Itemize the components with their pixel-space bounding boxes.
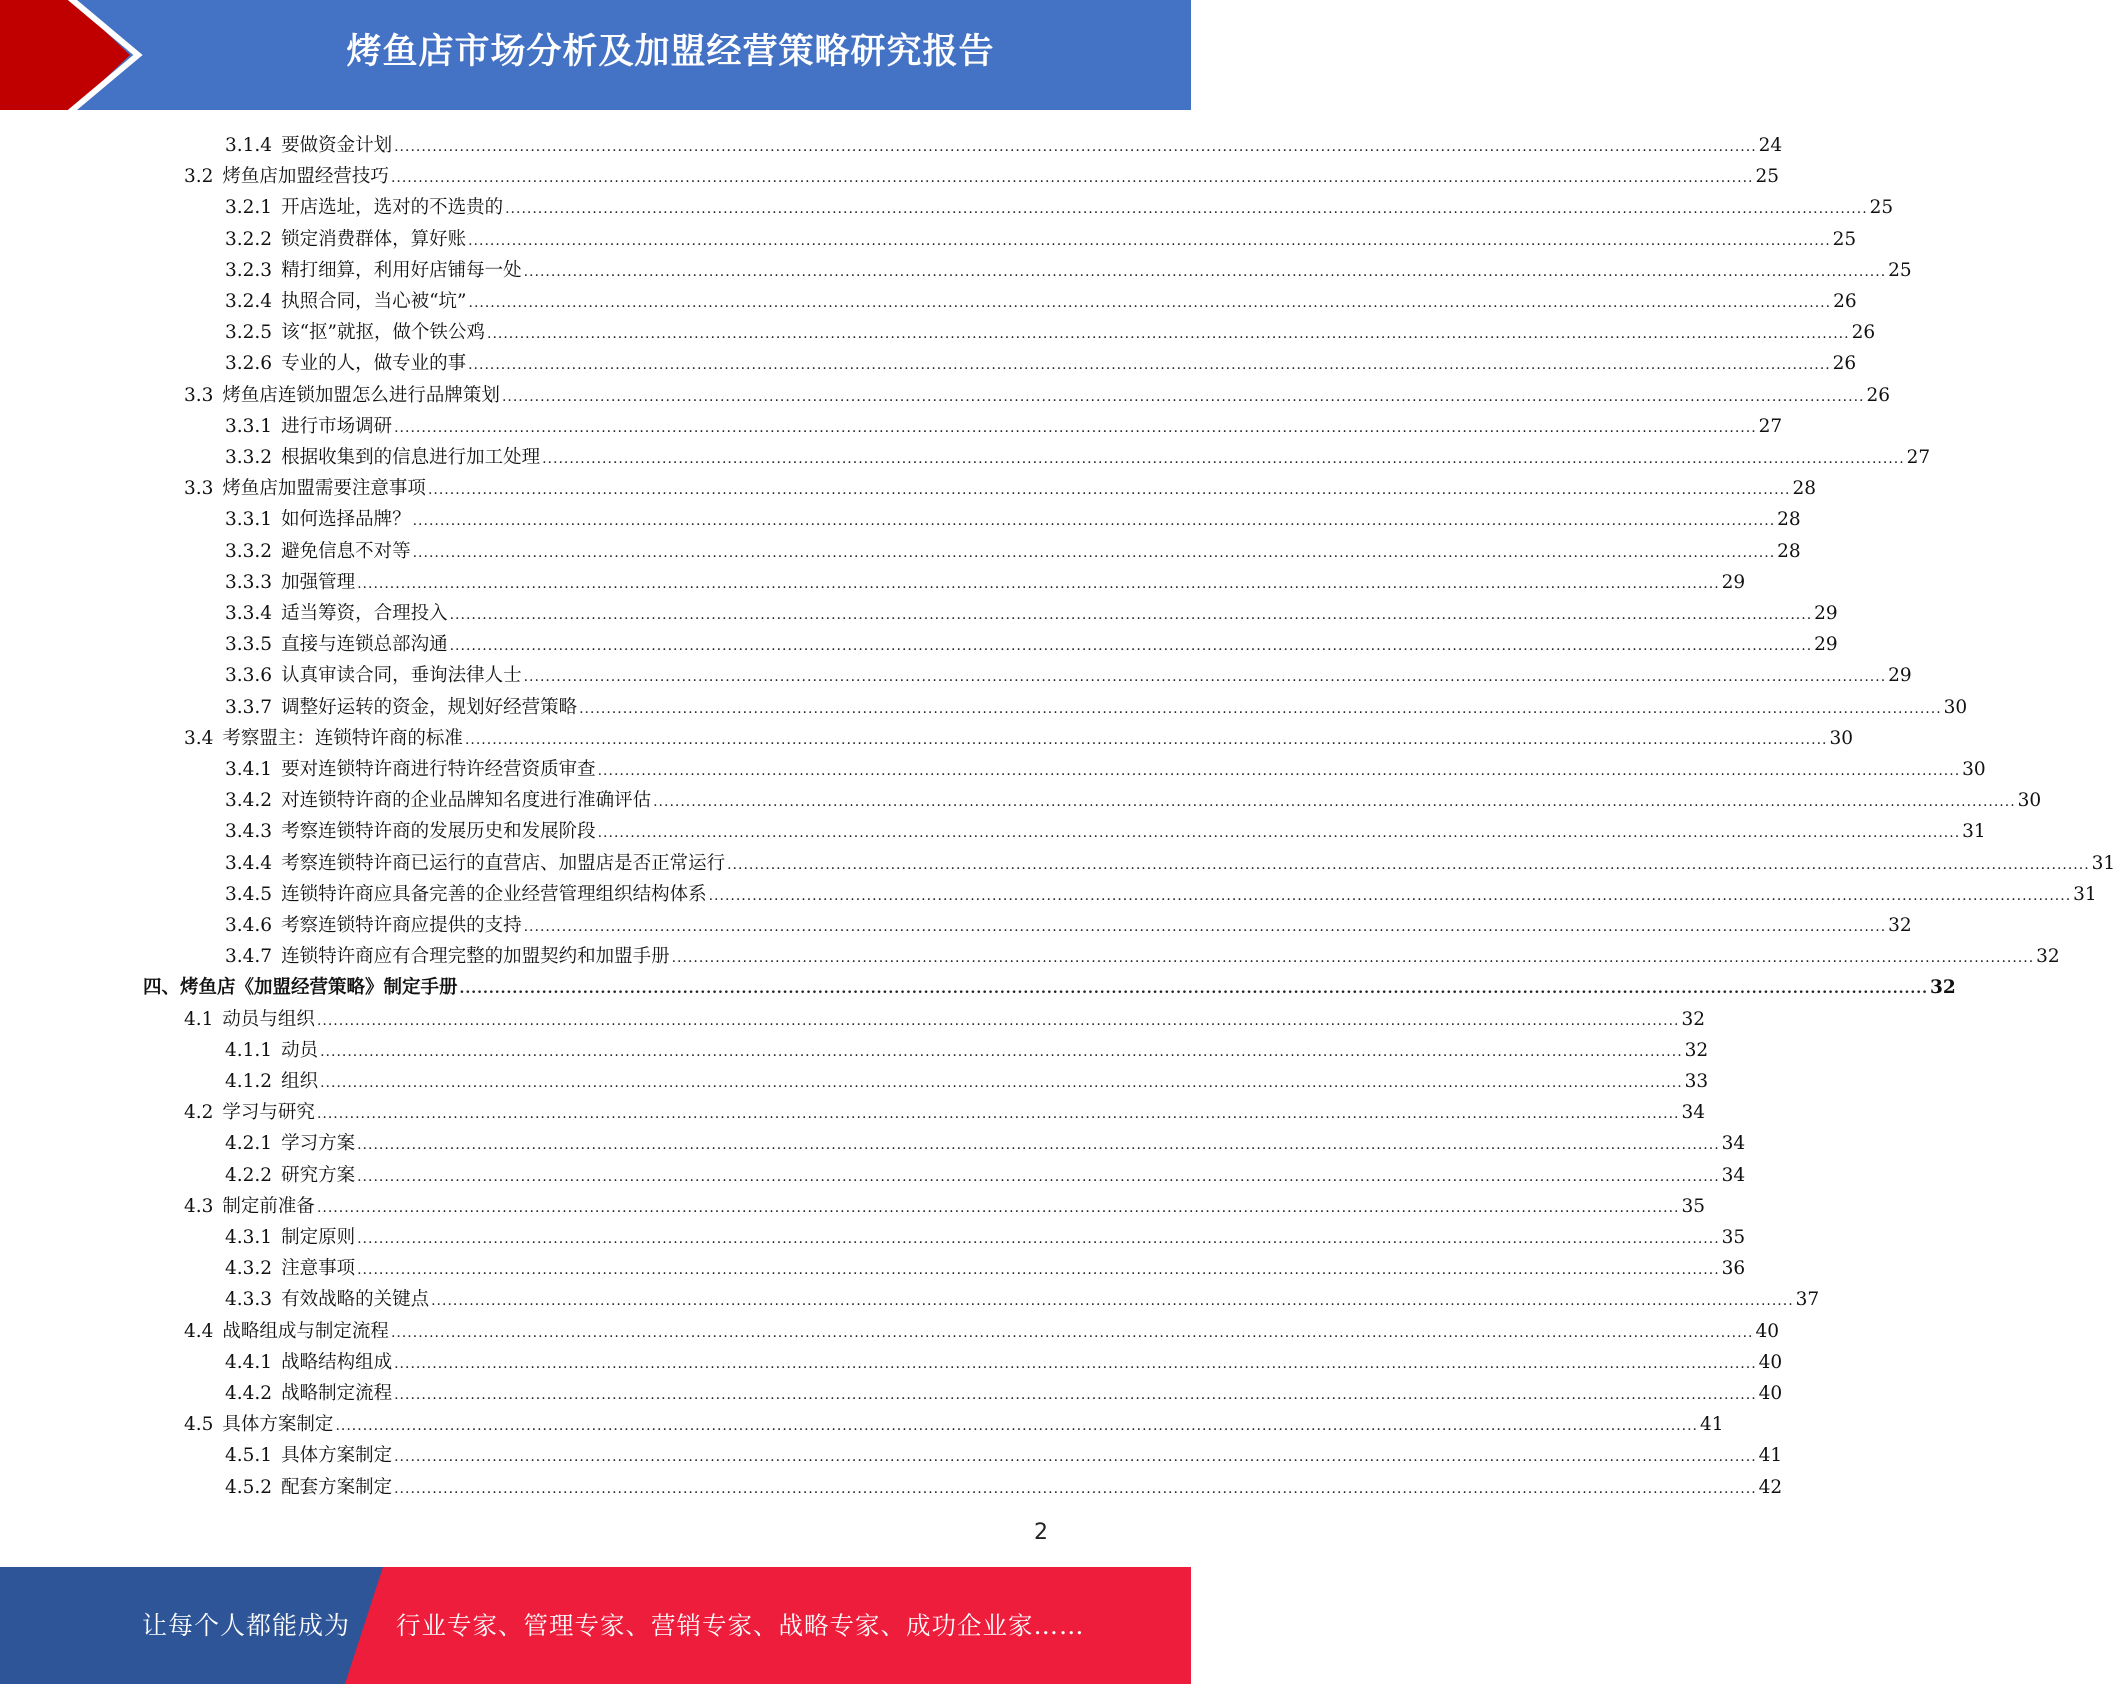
toc-entry-number: 4.3.1 xyxy=(225,1227,273,1248)
toc-entry-page: 27 xyxy=(1906,447,1931,468)
toc-dot-leader: .......................................................................................................................................................................................................................................................... xyxy=(357,1231,1720,1247)
toc-entry-page: 41 xyxy=(1758,1445,1783,1467)
toc-dot-leader: .......................................................................................................................................................................................................................................................... xyxy=(357,1137,1720,1154)
toc-entry-number: 3.4.6 xyxy=(225,915,273,936)
toc-entry-title: 连锁特许商应具备完善的企业经营管理组织结构体系 xyxy=(281,883,707,905)
toc-dot-leader: .......................................................................................................................................................................................................................................................... xyxy=(579,700,1942,717)
toc-entry-title: 四、烤鱼店《加盟经营策略》制定手册 xyxy=(143,977,458,999)
toc-entry[interactable] xyxy=(225,689,1968,720)
toc-entry-title: 考察连锁特许商应提供的支持 xyxy=(281,915,522,936)
toc-entry-page: 30 xyxy=(1962,759,1986,780)
toc-entry[interactable] xyxy=(143,969,1956,1000)
toc-entry[interactable] xyxy=(184,1406,1724,1437)
toc-dot-leader: .......................................................................................................................................................................................................................................................... xyxy=(523,669,1887,686)
toc-entry-page: 28 xyxy=(1792,478,1817,500)
toc-dot-leader: .......................................................................................................................................................................................................................................................... xyxy=(357,1262,1720,1279)
toc-entry-page: 32 xyxy=(2036,946,2060,968)
toc-dot-leader: .......................................................................................................................................................................................................................................................... xyxy=(357,1168,1720,1185)
toc-entry-title: 考察盟主：连锁特许商的标准 xyxy=(222,727,463,749)
toc-entry-page: 29 xyxy=(1814,634,1838,656)
toc-dot-leader: .......................................................................................................................................................................................................................................................... xyxy=(505,201,1868,218)
toc-entry-page: 29 xyxy=(1814,603,1838,624)
toc-entry-number: 3.2.4 xyxy=(225,291,273,312)
toc-entry-title: 战略组成与制定流程 xyxy=(222,1320,389,1342)
toc-dot-leader: .......................................................................................................................................................................................................................................................... xyxy=(653,794,2016,811)
toc-dot-leader: .......................................................................................................................................................................................................................................................... xyxy=(427,482,1791,499)
toc-entry[interactable] xyxy=(225,907,1912,938)
toc-dot-leader: .......................................................................................................................................................................................................................................................... xyxy=(394,1355,1757,1372)
toc-entry-page: 30 xyxy=(1943,696,1968,718)
toc-entry-page: 26 xyxy=(1832,353,1857,375)
toc-entry-page: 30 xyxy=(2017,790,2042,812)
toc-entry-number: 3.2.6 xyxy=(225,353,273,375)
toc-entry-page: 33 xyxy=(1684,1071,1709,1092)
toc-entry-title: 执照合同，当心被“坑” xyxy=(281,291,467,312)
toc-entry-number: 3.4.1 xyxy=(225,759,273,780)
toc-entry-title: 组织 xyxy=(281,1071,319,1092)
toc-dot-leader: .......................................................................................................................................................................................................................................................... xyxy=(394,419,1757,436)
toc-entry-page: 34 xyxy=(1681,1102,1706,1124)
toc-entry-title: 精打细算，利用好店铺每一处 xyxy=(281,259,522,281)
toc-entry-page: 32 xyxy=(1684,1039,1709,1061)
toc-dot-leader: .......................................................................................................................................................................................................................................................... xyxy=(357,575,1720,592)
toc-entry[interactable] xyxy=(225,657,1912,688)
toc-entry-page: 25 xyxy=(1869,197,1894,219)
toc-entry[interactable] xyxy=(184,1001,1706,1032)
toc-entry[interactable] xyxy=(225,189,1894,220)
toc-dot-leader: .......................................................................................................................................................................................................................................................... xyxy=(671,950,2035,967)
toc-entry-page: 27 xyxy=(1758,415,1783,437)
toc-entry-number: 3.4.7 xyxy=(225,946,273,968)
toc-entry-title: 专业的人，做专业的事 xyxy=(281,353,467,375)
toc-entry-title: 制定原则 xyxy=(281,1227,356,1248)
toc-entry-title: 如何选择品牌？ xyxy=(281,509,411,531)
document-title: 烤鱼店市场分析及加盟经营策略研究报告 xyxy=(346,32,995,72)
toc-dot-leader: .......................................................................................................................................................................................................................................................... xyxy=(449,607,1813,623)
toc-dot-leader: .......................................................................................................................................................................................................................................................... xyxy=(390,1324,1754,1341)
toc-entry-number: 3.2.5 xyxy=(225,322,273,344)
toc-entry[interactable] xyxy=(225,1375,1783,1406)
toc-entry[interactable] xyxy=(225,1157,1746,1188)
toc-dot-leader: .......................................................................................................................................................................................................................................................... xyxy=(390,170,1754,187)
toc-entry-number: 3.4.5 xyxy=(225,883,273,905)
toc-entry[interactable] xyxy=(225,501,1801,532)
toc-entry[interactable] xyxy=(225,751,1986,782)
toc-entry[interactable] xyxy=(184,720,1854,751)
toc-entry-number: 3.4.4 xyxy=(225,852,273,874)
toc-entry-title: 开店选址，选对的不选贵的 xyxy=(281,197,504,219)
toc-dot-leader: .......................................................................................................................................................................................................................................................... xyxy=(412,544,1776,561)
page-number: 2 xyxy=(1034,1520,1048,1545)
toc-entry-number: 3.3.2 xyxy=(225,447,273,468)
toc-entry-number: 4.2 xyxy=(184,1102,214,1124)
toc-entry-page: 40 xyxy=(1755,1320,1780,1342)
toc-dot-leader: .......................................................................................................................................................................................................................................................... xyxy=(449,638,1813,655)
toc-entry-number: 3.3.3 xyxy=(225,571,273,593)
toc-entry-page: 29 xyxy=(1721,571,1746,593)
toc-entry-title: 学习方案 xyxy=(281,1133,356,1155)
toc-dot-leader: .......................................................................................................................................................................................................................................................... xyxy=(727,856,2090,873)
toc-entry[interactable] xyxy=(225,626,1838,657)
toc-entry-page: 41 xyxy=(1700,1414,1724,1436)
toc-dot-leader: .......................................................................................................................................................................................................................................................... xyxy=(431,1293,1794,1310)
toc-entry-number: 4.1.1 xyxy=(225,1039,273,1061)
toc-entry-page: 28 xyxy=(1777,509,1801,531)
toc-entry-title: 要做资金计划 xyxy=(281,135,393,156)
toc-dot-leader: .......................................................................................................................................................................................................................................................... xyxy=(320,1075,1683,1091)
toc-entry-title: 有效战略的关键点 xyxy=(281,1289,430,1311)
toc-entry-page: 34 xyxy=(1721,1133,1746,1155)
toc-dot-leader: .......................................................................................................................................................................................................................................................... xyxy=(320,1043,1683,1060)
toc-entry-page: 36 xyxy=(1721,1258,1746,1280)
toc-entry[interactable] xyxy=(184,158,1780,189)
toc-entry-title: 连锁特许商应有合理完整的加盟契约和加盟手册 xyxy=(281,946,670,968)
toc-entry-number: 4.4.2 xyxy=(225,1383,273,1404)
toc-entry-page: 40 xyxy=(1758,1383,1783,1404)
toc-dot-leader: .......................................................................................................................................................................................................................................................... xyxy=(523,263,1887,280)
toc-entry-number: 3.3.4 xyxy=(225,603,273,624)
toc-entry-number: 4.5.2 xyxy=(225,1476,273,1498)
toc-entry-number: 3.3.7 xyxy=(225,696,273,718)
toc-entry-title: 研究方案 xyxy=(281,1164,356,1186)
toc-entry-number: 4.4 xyxy=(184,1320,214,1342)
toc-dot-leader: .......................................................................................................................................................................................................................................................... xyxy=(523,919,1887,935)
toc-entry-page: 24 xyxy=(1758,135,1783,156)
toc-dot-leader: .......................................................................................................................................................................................................................................................... xyxy=(394,1480,1757,1497)
toc-entry-number: 4.1 xyxy=(184,1008,214,1030)
toc-entry[interactable] xyxy=(225,782,2042,813)
toc-entry-number: 3.3 xyxy=(184,384,214,406)
toc-dot-leader: .......................................................................................................................................................................................................................................................... xyxy=(394,1449,1757,1466)
toc-entry-title: 根据收集到的信息进行加工处理 xyxy=(281,447,541,468)
footer-slogan-left: 让每个人都能成为 xyxy=(142,1611,351,1640)
toc-entry-number: 3.3.6 xyxy=(225,665,273,687)
page-header xyxy=(0,0,1191,110)
toc-entry-page: 32 xyxy=(1888,915,1912,936)
toc-entry-number: 3.3.1 xyxy=(225,509,273,531)
toc-entry-page: 35 xyxy=(1681,1195,1706,1217)
toc-entry[interactable] xyxy=(225,938,2060,969)
toc-entry-number: 3.2.1 xyxy=(225,197,273,219)
toc-entry[interactable] xyxy=(225,1250,1746,1281)
toc-entry-title: 战略结构组成 xyxy=(281,1351,393,1373)
toc-entry[interactable] xyxy=(225,876,2097,907)
page-footer xyxy=(0,1567,1191,1684)
toc-dot-leader: .......................................................................................................................................................................................................................................................... xyxy=(316,1199,1680,1216)
toc-entry[interactable] xyxy=(225,283,1857,314)
toc-entry-title: 避免信息不对等 xyxy=(281,540,411,562)
toc-entry-title: 具体方案制定 xyxy=(281,1445,393,1467)
toc-entry[interactable] xyxy=(225,1032,1709,1063)
toc-entry-number: 3.4.2 xyxy=(225,790,273,812)
toc-entry-title: 动员 xyxy=(281,1039,319,1061)
toc-entry-title: 该“抠”就抠，做个铁公鸡 xyxy=(281,322,485,344)
toc-entry[interactable] xyxy=(225,595,1838,626)
toc-entry-title: 适当筹资，合理投入 xyxy=(281,603,448,624)
toc-entry-page: 34 xyxy=(1721,1164,1746,1186)
toc-entry-page: 40 xyxy=(1758,1351,1783,1373)
toc-dot-leader: .......................................................................................................................................................................................................................................................... xyxy=(464,731,1828,748)
toc-dot-leader: .......................................................................................................................................................................................................................................................... xyxy=(316,1106,1680,1123)
toc-entry-page: 37 xyxy=(1795,1289,1820,1311)
toc-entry-number: 3.3.1 xyxy=(225,415,273,437)
toc-entry-title: 锁定消费群体，算好账 xyxy=(281,228,467,250)
toc-entry-page: 31 xyxy=(2091,852,2115,874)
toc-dot-leader: .......................................................................................................................................................................................................................................................... xyxy=(316,1012,1680,1029)
toc-dot-leader: .......................................................................................................................................................................................................................................................... xyxy=(335,1418,1698,1435)
toc-entry-page: 26 xyxy=(1833,291,1857,312)
toc-entry[interactable] xyxy=(225,533,1801,564)
toc-entry-title: 对连锁特许商的企业品牌知名度进行准确评估 xyxy=(281,790,652,812)
toc-entry-title: 考察连锁特许商的发展历史和发展阶段 xyxy=(281,821,596,843)
toc-entry[interactable] xyxy=(184,1313,1780,1344)
toc-entry-page: 32 xyxy=(1681,1008,1706,1030)
toc-entry-title: 具体方案制定 xyxy=(222,1414,334,1436)
toc-entry-title: 进行市场调研 xyxy=(281,415,393,437)
toc-dot-leader: .......................................................................................................................................................................................................................................................... xyxy=(394,139,1757,155)
toc-entry-title: 配套方案制定 xyxy=(281,1476,393,1498)
toc-dot-leader: .......................................................................................................................................................................................................................................................... xyxy=(468,232,1831,249)
toc-entry-page: 30 xyxy=(1829,727,1854,749)
toc-entry-page: 35 xyxy=(1721,1227,1746,1248)
toc-entry[interactable] xyxy=(184,1094,1706,1125)
toc-entry-title: 学习与研究 xyxy=(222,1102,315,1124)
toc-entry-number: 3.3 xyxy=(184,478,214,500)
toc-entry-number: 3.2.3 xyxy=(225,259,273,281)
toc-entry[interactable] xyxy=(225,314,1876,345)
toc-entry-page: 31 xyxy=(2073,883,2097,905)
toc-entry-number: 4.3 xyxy=(184,1195,214,1217)
toc-entry[interactable] xyxy=(225,127,1783,158)
toc-entry[interactable] xyxy=(184,470,1817,501)
toc-entry[interactable] xyxy=(225,439,1931,470)
toc-entry-number: 3.4 xyxy=(184,727,214,749)
header-red-chevron-icon xyxy=(0,0,150,110)
toc-entry-number: 3.2.2 xyxy=(225,228,273,250)
toc-entry-title: 烤鱼店加盟经营技巧 xyxy=(222,166,389,188)
toc-entry[interactable] xyxy=(184,1188,1706,1219)
toc-entry[interactable] xyxy=(225,1469,1783,1500)
toc-entry-number: 4.3.3 xyxy=(225,1289,273,1311)
toc-dot-leader: .......................................................................................................................................................................................................................................................... xyxy=(708,887,2072,904)
toc-entry[interactable] xyxy=(225,845,2115,876)
toc-entry-page: 28 xyxy=(1777,540,1801,562)
toc-entry-number: 3.3.5 xyxy=(225,634,273,656)
toc-dot-leader: .......................................................................................................................................................................................................................................................... xyxy=(542,451,1905,467)
toc-entry-title: 烤鱼店加盟需要注意事项 xyxy=(222,478,426,500)
toc-dot-leader: .......................................................................................................................................................................................................................................................... xyxy=(468,295,1832,311)
toc-entry-number: 4.5 xyxy=(184,1414,214,1436)
toc-entry-title: 考察连锁特许商已运行的直营店、加盟店是否正常运行 xyxy=(281,852,726,874)
toc-entry[interactable] xyxy=(225,1125,1746,1156)
toc-entry-title: 调整好运转的资金，规划好经营策略 xyxy=(281,696,578,718)
toc-dot-leader: .......................................................................................................................................................................................................................................................... xyxy=(501,388,1865,405)
toc-entry-number: 4.1.2 xyxy=(225,1071,273,1092)
toc-entry-title: 烤鱼店连锁加盟怎么进行品牌策划 xyxy=(222,384,500,406)
toc-entry[interactable] xyxy=(225,1437,1783,1468)
toc-entry[interactable] xyxy=(225,813,1986,844)
toc-dot-leader: .......................................................................................................................................................................................................................................................... xyxy=(394,1387,1757,1403)
toc-entry-number: 4.2.1 xyxy=(225,1133,273,1155)
toc-entry[interactable] xyxy=(225,564,1746,595)
toc-entry-page: 25 xyxy=(1755,166,1780,188)
toc-entry-page: 25 xyxy=(1832,228,1857,250)
toc-entry[interactable] xyxy=(184,377,1891,408)
toc-entry-page: 31 xyxy=(1962,821,1986,843)
toc-entry[interactable] xyxy=(225,1281,1820,1312)
toc-dot-leader: .......................................................................................................................................................................................................................................................... xyxy=(487,326,1850,343)
toc-entry-page: 29 xyxy=(1888,665,1912,687)
toc-entry-number: 4.4.1 xyxy=(225,1351,273,1373)
toc-entry[interactable] xyxy=(225,1344,1783,1375)
toc-entry[interactable] xyxy=(225,1219,1746,1250)
toc-entry-page: 25 xyxy=(1888,259,1912,281)
toc-dot-leader: .......................................................................................................................................................................................................................................................... xyxy=(597,825,1961,842)
toc-dot-leader: .......................................................................................................................................................................................................................................................... xyxy=(597,763,1961,779)
toc-entry-page: 26 xyxy=(1866,384,1891,406)
toc-entry-title: 动员与组织 xyxy=(222,1008,315,1030)
toc-entry-page: 26 xyxy=(1851,322,1876,344)
toc-entry-number: 3.2 xyxy=(184,166,214,188)
toc-entry[interactable] xyxy=(225,252,1912,283)
footer-slogan-right: 行业专家、管理专家、营销专家、战略专家、成功企业家…… xyxy=(396,1611,1085,1640)
toc-dot-leader: .......................................................................................................................................................................................................................................................... xyxy=(468,357,1831,374)
toc-entry-number: 4.5.1 xyxy=(225,1445,273,1467)
toc-entry[interactable] xyxy=(225,345,1857,376)
toc-entry-title: 战略制定流程 xyxy=(281,1383,393,1404)
toc-entry-number: 4.2.2 xyxy=(225,1164,273,1186)
toc-entry-page: 42 xyxy=(1758,1476,1783,1498)
toc-dot-leader: .......................................................................................................................................................................................................................................................... xyxy=(412,513,1776,530)
toc-entry-number: 3.1.4 xyxy=(225,135,273,156)
toc-entry[interactable] xyxy=(225,408,1783,439)
toc-entry[interactable] xyxy=(225,221,1857,252)
toc-entry-page: 32 xyxy=(1930,977,1956,999)
toc-entry-number: 3.4.3 xyxy=(225,821,273,843)
toc-entry-title: 注意事项 xyxy=(281,1258,356,1280)
toc-entry-title: 制定前准备 xyxy=(222,1195,315,1217)
toc-entry-number: 3.3.2 xyxy=(225,540,273,562)
toc-entry-title: 要对连锁特许商进行特许经营资质审查 xyxy=(281,759,596,780)
toc-entry-number: 4.3.2 xyxy=(225,1258,273,1280)
toc-entry-title: 直接与连锁总部沟通 xyxy=(281,634,448,656)
toc-entry[interactable] xyxy=(225,1063,1709,1094)
toc-entry-title: 加强管理 xyxy=(281,571,356,593)
toc-dot-leader: .......................................................................................................................................................................................................................................................... xyxy=(459,981,1929,998)
toc-entry-title: 认真审读合同，垂询法律人士 xyxy=(281,665,522,687)
